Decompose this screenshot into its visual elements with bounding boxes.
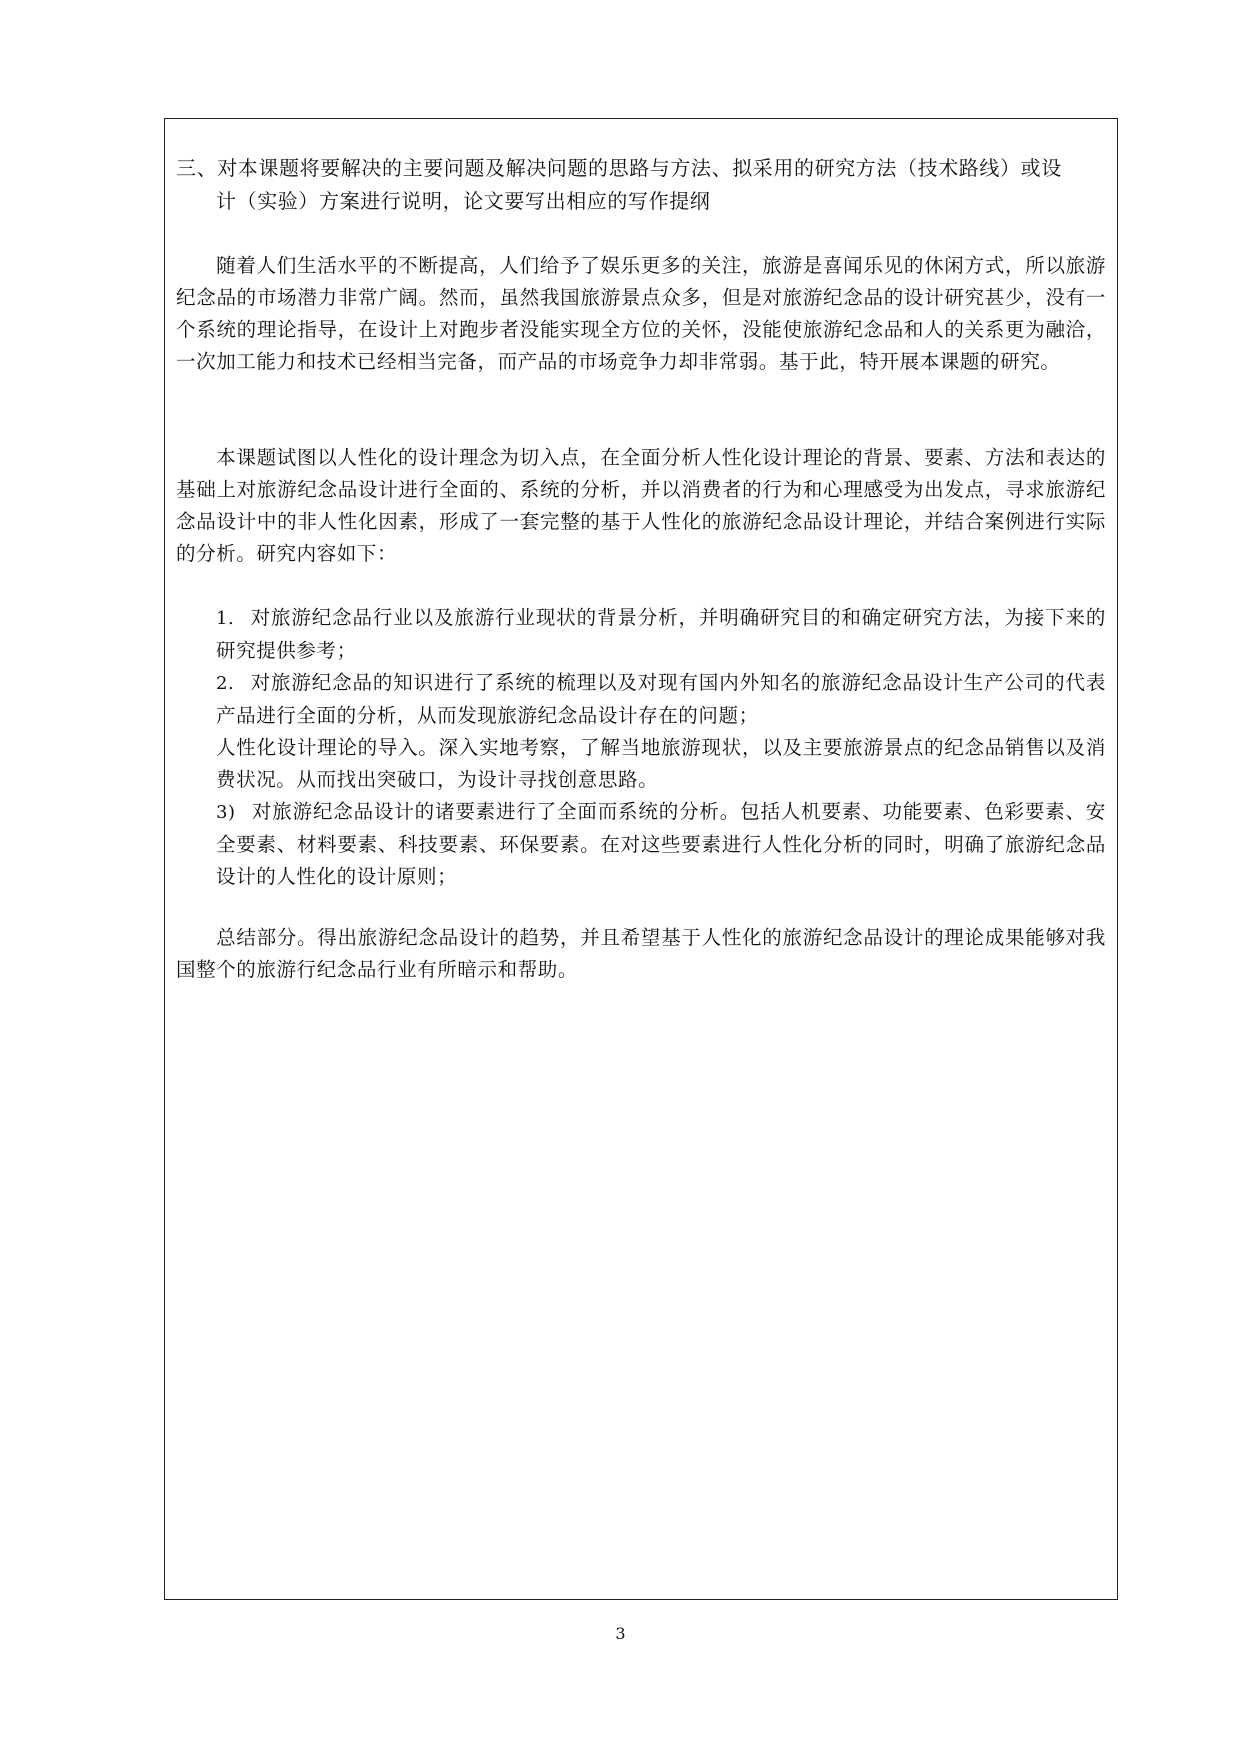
list-item-number: 2.: [216, 673, 235, 694]
section-heading: [176, 152, 1106, 218]
page-number: 3: [615, 1624, 626, 1643]
list-item-number: 3): [216, 802, 236, 823]
intro-paragraph: [176, 250, 1106, 378]
summary-paragraph-text: 总结部分。得出旅游纪念品设计的趋势，并且希望基于人性化的旅游纪念品设计的理论成果能够对我国整个的旅游行纪念品行业有所暗示和帮助。: [176, 926, 1106, 981]
list-item: [176, 602, 1106, 667]
section-heading-line1: 三、对本课题将要解决的主要问题及解决问题的思路与方法、拟采用的研究方法（技术路线）或设: [176, 156, 1062, 180]
section-heading-line2: 计（实验）方案进行说明，论文要写出相应的写作提纲: [216, 189, 711, 213]
list-item-number: 1.: [216, 608, 235, 629]
list-item: [176, 796, 1106, 893]
intro-paragraph-text: 随着人们生活水平的不断提高，人们给予了娱乐更多的关注，旅游是喜闻乐见的休闲方式，所以旅游纪念品的市场潜力非常广阔。然而，虽然我国旅游景点众多，但是对旅游纪念品的设计研究甚少，没有一个系统的理论指导，在设计上对跑步者没能实现全方位的关怀，没能使旅游纪念品和人的关系更为融洽，一次加工能力和技术已经相当完备，而产品的市场竞争力却非常弱。基于此，特开展本课题的研究。: [176, 254, 1106, 373]
list-item-text: 人性化设计理论的导入。深入实地考察，了解当地旅游现状，以及主要旅游景点的纪念品销售以及消费状况。从而找出突破口，为设计寻找创意思路。: [216, 736, 1106, 791]
list-item: [176, 732, 1106, 796]
research-content-list: [176, 602, 1106, 893]
list-item-text: 对旅游纪念品行业以及旅游行业现状的背景分析，并明确研究目的和确定研究方法，为接下来的研究提供参考；: [216, 606, 1106, 662]
purpose-paragraph-text: 本课题试图以人性化的设计理念为切入点，在全面分析人性化设计理论的背景、要素、方法和表达的基础上对旅游纪念品设计进行全面的、系统的分析，并以消费者的行为和心理感受为出发点，寻求旅游纪念品设计中的非人性化因素，形成了一套完整的基于人性化的旅游纪念品设计理论，并结合案例进行实际的分析。研究内容如下：: [176, 446, 1106, 565]
purpose-paragraph: [176, 442, 1106, 570]
list-item-text: 对旅游纪念品设计的诸要素进行了全面而系统的分析。包括人机要素、功能要素、色彩要素、安全要素、材料要素、科技要素、环保要素。在对这些要素进行人性化分析的同时，明确了旅游纪念品设计的人性化的设计原则；: [216, 800, 1106, 888]
summary-paragraph: [176, 922, 1106, 986]
list-item: [176, 667, 1106, 732]
list-item-text: 对旅游纪念品的知识进行了系统的梳理以及对现有国内外知名的旅游纪念品设计生产公司的代表产品进行全面的分析，从而发现旅游纪念品设计存在的问题；: [216, 671, 1106, 727]
